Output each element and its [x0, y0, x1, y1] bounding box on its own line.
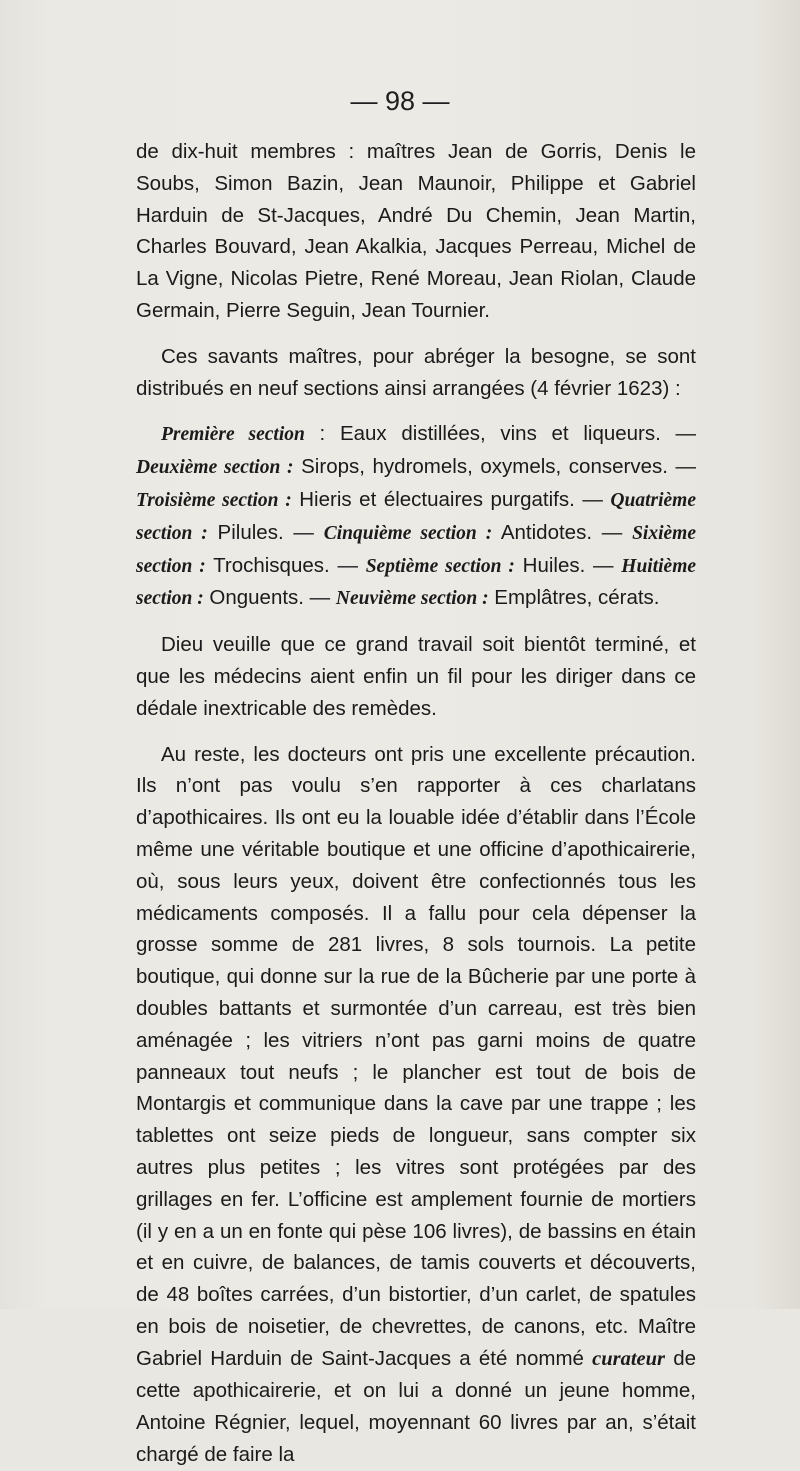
section-6-text: Trochisques. —: [205, 553, 366, 577]
section-7-text: Huiles. —: [514, 553, 622, 577]
paragraph-sections-intro: Ces savants maîtres, pour abréger la besogne, se sont distribués en neuf sections ainsi arrangées (4 février 1623) :: [136, 344, 696, 400]
shop-text-after: de cette apothicairerie, et on lui a donné un jeune homme, Antoine Régnier, lequel, moyennant 60 livres par an, s’était chargé de faire la: [136, 1346, 696, 1467]
section-9-label: Neuvième section :: [335, 588, 489, 610]
paragraph-sections-list: [136, 418, 696, 615]
section-1-label: Première section: [161, 424, 305, 446]
page-body: [136, 136, 696, 1471]
section-5-label: Cinquième section :: [323, 522, 493, 544]
section-4-text: Pilules. —: [207, 520, 324, 544]
page-number: — 98 —: [350, 86, 450, 116]
section-4-label: Quatrième section :: [136, 489, 696, 544]
paragraph-members: de dix-huit membres : maîtres Jean de Gorris, Denis le Soubs, Simon Bazin, Jean Maunoir, Philippe et Gabriel Harduin de St-Jacques, André Du Chemin, Jean Martin, Charles Bouvard, Jean Akalkia, Jacques Perreau, Michel de La Vigne, Nicolas Pietre, René Moreau, Jean Riolan, Claude Germain, Pierre Seguin, Jean Tournier.: [136, 140, 696, 322]
shop-italic-word: curateur: [592, 1347, 666, 1370]
section-8-label: Huitième section :: [136, 555, 697, 610]
section-5-text: Antidotes. —: [492, 520, 633, 544]
paragraph-apothecary-shop: [136, 739, 696, 1471]
section-7-label: Septième section :: [365, 555, 515, 577]
section-6-label: Sixième section :: [136, 522, 696, 577]
section-9-text: Emplâtres, cérats.: [488, 586, 660, 610]
paragraph-wish: Dieu veuille que ce grand travail soit bientôt terminé, et que les médecins aient enfin un fil pour les diriger dans ce dédale inextricable des remèdes.: [136, 633, 696, 720]
section-1-text: : Eaux distillées, vins et liqueurs. —: [304, 422, 697, 446]
section-8-text: Onguents. —: [203, 586, 336, 610]
section-3-text: Hieris et électuaires purgatifs. —: [291, 487, 611, 511]
section-2-label: Deuxième section :: [136, 457, 294, 479]
shop-text-before: Au reste, les docteurs ont pris une excellente précaution. Ils n’ont pas voulu s’en rapporter à ces charlatans d’apothicaires. Ils ont eu la louable idée d’établir dans l’École même une véritable boutique et une officine d’apothicairerie, où, sous leurs yeux, doivent être confectionnés tous les médicaments composés. Il a fallu pour cela dépenser la grosse somme de 281 livres, 8 sols tournois. La petite boutique, qui donne sur la rue de la Bûcherie par une porte à doubles battants et surmontée d’un carreau, est très bien aménagée ; les vitriers n’ont pas garni moins de quatre panneaux tout neufs ; le plancher est tout de bois de Montargis et communique dans la cave par une trappe ; les tablettes ont seize pieds de longueur, sans compter six autres plus petites ; les vitres sont protégées par des grillages en fer. L’officine est amplement fournie de mortiers (il y en a un en fonte qui pèse 106 livres), de bassins en étain et en cuivre, de balances, de tamis couverts et découverts, de 48 boîtes carrées, d’un bistortier, d’un carlet, de spatules en bois de noisetier, de chevrettes, de canons, etc. Maître Gabriel Harduin de Saint-Jacques a été nommé: [136, 742, 696, 1370]
section-2-text: Sirops, hydromels, oxymels, conserves. —: [293, 455, 696, 479]
section-3-label: Troisième section :: [136, 489, 292, 511]
